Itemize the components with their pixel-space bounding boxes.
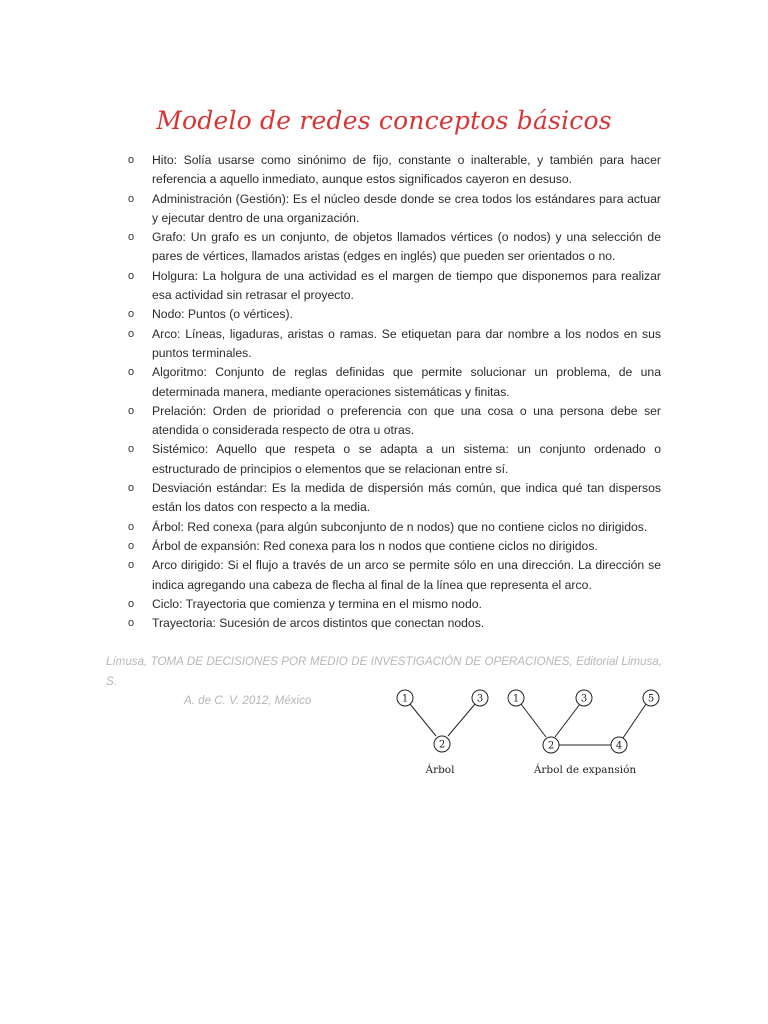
definition-item bbox=[128, 325, 661, 364]
bullet-icon: o bbox=[128, 597, 135, 610]
document-title: Modelo de redes conceptos básicos bbox=[156, 106, 612, 135]
span-node-3-label: 3 bbox=[580, 693, 588, 705]
span-node-1-label: 1 bbox=[512, 693, 520, 705]
bullet-icon: o bbox=[128, 404, 135, 417]
bullet-icon: o bbox=[128, 539, 135, 552]
bullet-icon: o bbox=[128, 520, 135, 533]
definition-text: Administración (Gestión): Es el núcleo desde donde se crea todos los estándares para actuar y ejecutar dentro de una organización. bbox=[152, 191, 661, 225]
definition-item bbox=[128, 556, 661, 595]
bullet-icon: o bbox=[128, 192, 135, 205]
bullet-icon: o bbox=[128, 327, 135, 340]
tree-caption: Árbol bbox=[425, 764, 455, 776]
bullet-icon: o bbox=[128, 617, 135, 630]
span-node-5-label: 5 bbox=[647, 693, 655, 705]
definition-text: Nodo: Puntos (o vértices). bbox=[152, 307, 293, 322]
definition-text: Algoritmo: Conjunto de reglas definidas que permite solucionar un problema, de una determinada manera, mediante operaciones sistemáticas y finitas. bbox=[152, 365, 661, 399]
network-figure bbox=[395, 684, 665, 780]
definition-item bbox=[128, 614, 661, 633]
bullet-icon: o bbox=[128, 482, 135, 495]
span-edge-3-2 bbox=[555, 704, 580, 737]
bullet-icon: o bbox=[128, 366, 135, 379]
definition-text: Trayectoria: Sucesión de arcos distintos que conectan nodos. bbox=[152, 616, 485, 631]
definition-text: Desviación estándar: Es la medida de dispersión más común, que indica qué tan dispersos están los datos con respecto a la media. bbox=[152, 481, 661, 515]
definition-item bbox=[128, 537, 661, 556]
bullet-icon: o bbox=[128, 231, 135, 244]
definition-item bbox=[128, 402, 661, 441]
definition-text: Arco dirigido: Si el flujo a través de un arco se permite sólo en una dirección. La dirección se indica agregando una cabeza de flecha al final de la línea que representa el arco. bbox=[152, 558, 661, 592]
bullet-icon: o bbox=[128, 559, 135, 572]
span-node-2-label: 2 bbox=[547, 740, 555, 752]
citation-line-2: A. de C. V. 2012, México bbox=[184, 694, 312, 707]
definition-item bbox=[128, 440, 661, 479]
definition-text: Arco: Líneas, ligaduras, aristas o ramas. Se etiquetan para dar nombre a los nodos en sus puntos terminales. bbox=[152, 326, 661, 360]
definition-text: Hito: Solía usarse como sinónimo de fijo, constante o inalterable, y también para hacer referencia a aquello inmediato, aunque estos significados cayeron en desuso. bbox=[152, 153, 661, 187]
definition-text: Sistémico: Aquello que respeta o se adapta a un sistema: un conjunto ordenado o estructurado de principios o elementos que se relacionan entre sí. bbox=[152, 442, 661, 476]
definition-item bbox=[128, 267, 661, 306]
tree-edge-3-2 bbox=[448, 704, 475, 736]
bullet-icon: o bbox=[128, 269, 135, 282]
tree-node-3-label: 3 bbox=[476, 693, 484, 705]
definition-item bbox=[128, 228, 661, 267]
definition-item bbox=[128, 363, 661, 402]
bullet-icon: o bbox=[128, 154, 135, 166]
definition-text: Holgura: La holgura de una actividad es el margen de tiempo que disponemos para realizar esa actividad sin retrasar el proyecto. bbox=[152, 268, 661, 303]
spanning-tree-caption: Árbol de expansión bbox=[533, 764, 637, 776]
tree-node-1-label: 1 bbox=[401, 693, 409, 705]
definition-item bbox=[128, 595, 661, 614]
definition-item bbox=[128, 479, 661, 518]
definition-text: Prelación: Orden de prioridad o preferencia con que una cosa o una persona debe ser atendida o considerada respecto de otra u otras. bbox=[152, 403, 661, 438]
tree-node-2-label: 2 bbox=[438, 739, 446, 751]
definition-text: Ciclo: Trayectoria que comienza y termina en el mismo nodo. bbox=[152, 596, 482, 611]
definition-item bbox=[128, 151, 661, 190]
definition-text: Grafo: Un grafo es un conjunto, de objetos llamados vértices (o nodos) y una selección de pares de vértices, llamados aristas (edges en inglés) que pueden ser orientados o no. bbox=[152, 230, 661, 264]
span-edge-1-2 bbox=[521, 704, 546, 737]
span-edge-5-4 bbox=[623, 704, 646, 738]
definitions-list bbox=[128, 151, 661, 633]
definition-text: Árbol: Red conexa (para algún subconjunto de n nodos) que no contiene ciclos no dirigidos. bbox=[152, 519, 648, 534]
span-node-4-label: 4 bbox=[615, 740, 623, 752]
definition-item bbox=[128, 518, 661, 537]
definition-item bbox=[128, 190, 661, 229]
bullet-icon: o bbox=[128, 443, 135, 456]
definition-text: Árbol de expansión: Red conexa para los n nodos que contiene ciclos no dirigidos. bbox=[152, 538, 598, 553]
definition-item bbox=[128, 305, 661, 324]
tree-edge-1-2 bbox=[410, 704, 436, 736]
bullet-icon: o bbox=[128, 308, 135, 321]
citation-line-1: Límusa, TOMA DE DECISIONES POR MEDIO DE INVESTIGACIÓN DE OPERACIONES, Editorial Limusa, S. bbox=[106, 655, 662, 688]
